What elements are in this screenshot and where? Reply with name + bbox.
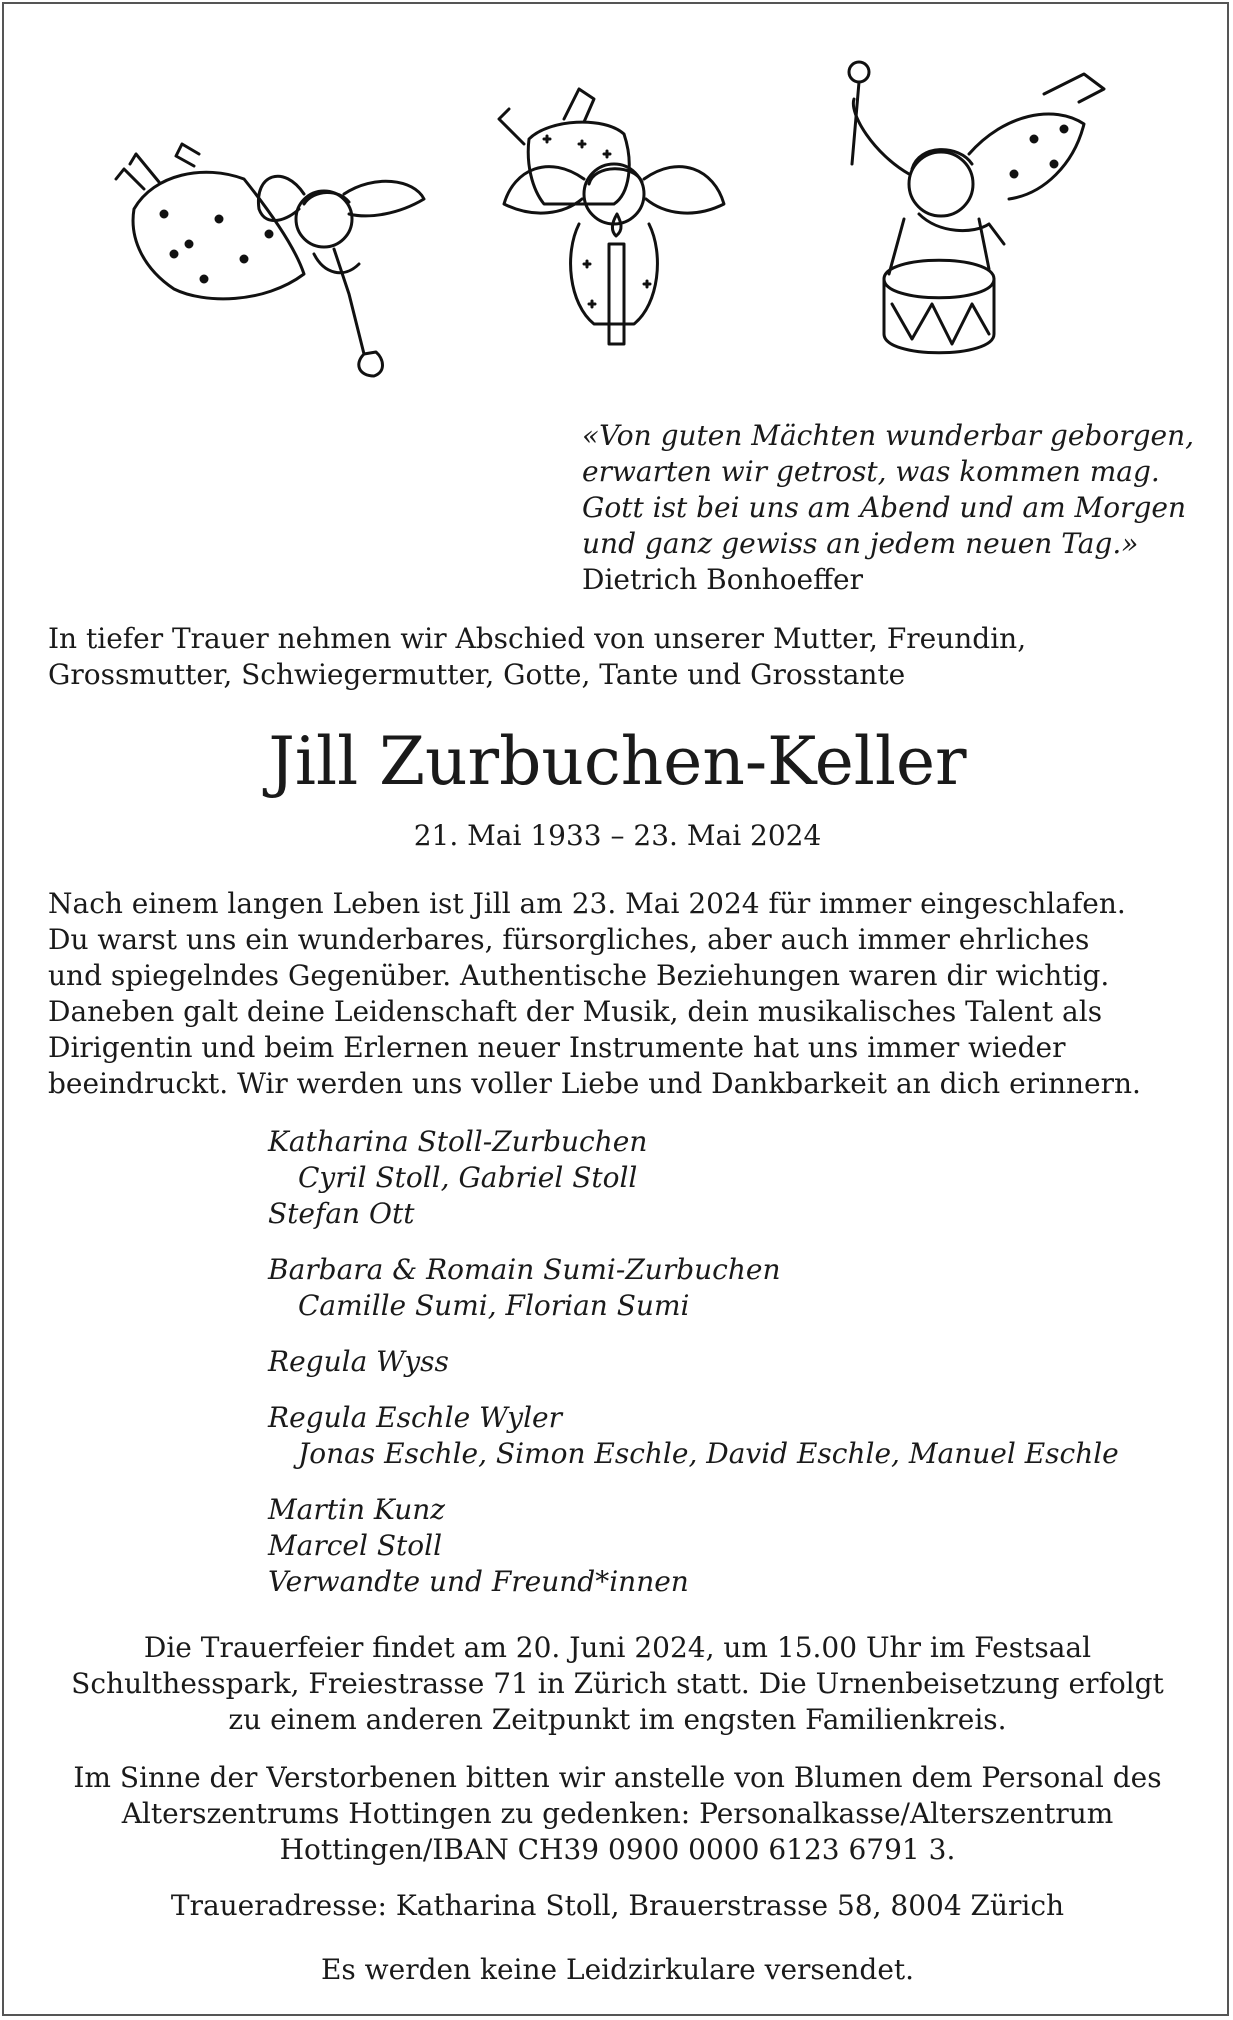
tribute-line: beeindruckt. Wir werden uns voller Liebe und Dankbarkeit an dich erinnern. bbox=[48, 1067, 1141, 1100]
intro-text bbox=[48, 621, 1198, 693]
tribute-line: und spiegelndes Gegenüber. Authentische Beziehungen waren dir wichtig. bbox=[48, 959, 1110, 992]
ceremony-line: Schulthesspark, Freiestrasse 71 in Zürich statt. Die Urnenbeisetzung erfolgt bbox=[71, 1667, 1164, 1700]
family-main: Regula Eschle Wyler bbox=[268, 1401, 562, 1434]
ceremony-info bbox=[24, 1630, 1211, 1738]
intro-line: Grossmutter, Schwiegermutter, Gotte, Tante und Grosstante bbox=[48, 658, 906, 691]
tribute-line: Daneben galt deine Leidenschaft der Musik, dein musikalisches Talent als bbox=[48, 995, 1103, 1028]
deceased-name: Jill Zurbuchen-Keller bbox=[268, 723, 967, 800]
family-extra: Verwandte und Freund*innen bbox=[268, 1565, 689, 1598]
circular-notice: Es werden keine Leidzirkulare versendet. bbox=[320, 1953, 915, 1986]
quote-author: Dietrich Bonhoeffer bbox=[582, 563, 863, 596]
family-main: Katharina Stoll-Zurbuchen bbox=[268, 1125, 648, 1158]
obituary-notice bbox=[2, 2, 1229, 2016]
quote-line: erwarten wir getrost, was kommen mag. bbox=[582, 455, 1160, 488]
intro-line: In tiefer Trauer nehmen wir Abschied von unserer Mutter, Freundin, bbox=[48, 622, 1027, 655]
family-group bbox=[268, 1492, 1168, 1600]
tribute-line: Du warst uns ein wunderbares, fürsorgliches, aber auch immer ehrliches bbox=[48, 923, 1090, 956]
mourning-address: Traueradresse: Katharina Stoll, Brauerstrasse 58, 8004 Zürich bbox=[170, 1889, 1065, 1922]
quote-line: und ganz gewiss an jedem neuen Tag.» bbox=[582, 527, 1139, 560]
quote-line: Gott ist bei uns am Abend und am Morgen bbox=[582, 491, 1186, 524]
bonhoeffer-quote bbox=[582, 418, 1202, 598]
angel-trumpet-icon bbox=[116, 144, 424, 376]
family-group bbox=[268, 1124, 1168, 1232]
tribute-line: Nach einem langen Leben ist Jill am 23. Mai 2024 für immer eingeschlafen. bbox=[48, 887, 1126, 920]
ceremony-line: Die Trauerfeier findet am 20. Juni 2024, um 15.00 Uhr im Festsaal bbox=[143, 1631, 1092, 1664]
family-group bbox=[268, 1252, 1168, 1324]
tribute-line: Dirigentin und beim Erlernen neuer Instrumente hat uns immer wieder bbox=[48, 1031, 1066, 1064]
quote-line: «Von guten Mächten wunderbar geborgen, bbox=[582, 419, 1195, 452]
family-group bbox=[268, 1400, 1168, 1472]
family-main: Regula Wyss bbox=[268, 1345, 449, 1378]
life-dates: 21. Mai 1933 – 23. Mai 2024 bbox=[413, 819, 822, 852]
ceremony-line: zu einem anderen Zeitpunkt im engsten Familienkreis. bbox=[228, 1703, 1007, 1736]
donation-info bbox=[24, 1760, 1211, 1868]
family-main: Martin Kunz bbox=[268, 1493, 446, 1526]
family-sub: Camille Sumi, Florian Sumi bbox=[298, 1289, 690, 1322]
angels-illustration bbox=[4, 4, 1231, 404]
donation-line: Im Sinne der Verstorbenen bitten wir anstelle von Blumen dem Personal des bbox=[73, 1761, 1162, 1794]
donation-line: Alterszentrums Hottingen zu gedenken: Personalkasse/Alterszentrum bbox=[121, 1797, 1114, 1830]
angel-candle-icon bbox=[499, 89, 724, 344]
family-sub: Cyril Stoll, Gabriel Stoll bbox=[298, 1161, 638, 1194]
family-list bbox=[268, 1124, 1168, 1620]
family-group bbox=[268, 1344, 1168, 1380]
family-sub: Jonas Eschle, Simon Eschle, David Eschle, Manuel Eschle bbox=[298, 1437, 1119, 1470]
tribute-text bbox=[48, 886, 1208, 1102]
family-extra: Stefan Ott bbox=[268, 1197, 415, 1230]
family-main: Barbara & Romain Sumi-Zurbuchen bbox=[268, 1253, 781, 1286]
angel-drum-icon bbox=[849, 62, 1104, 353]
family-extra: Marcel Stoll bbox=[268, 1529, 443, 1562]
donation-line: Hottingen/IBAN CH39 0900 0000 6123 6791 3. bbox=[279, 1833, 956, 1866]
